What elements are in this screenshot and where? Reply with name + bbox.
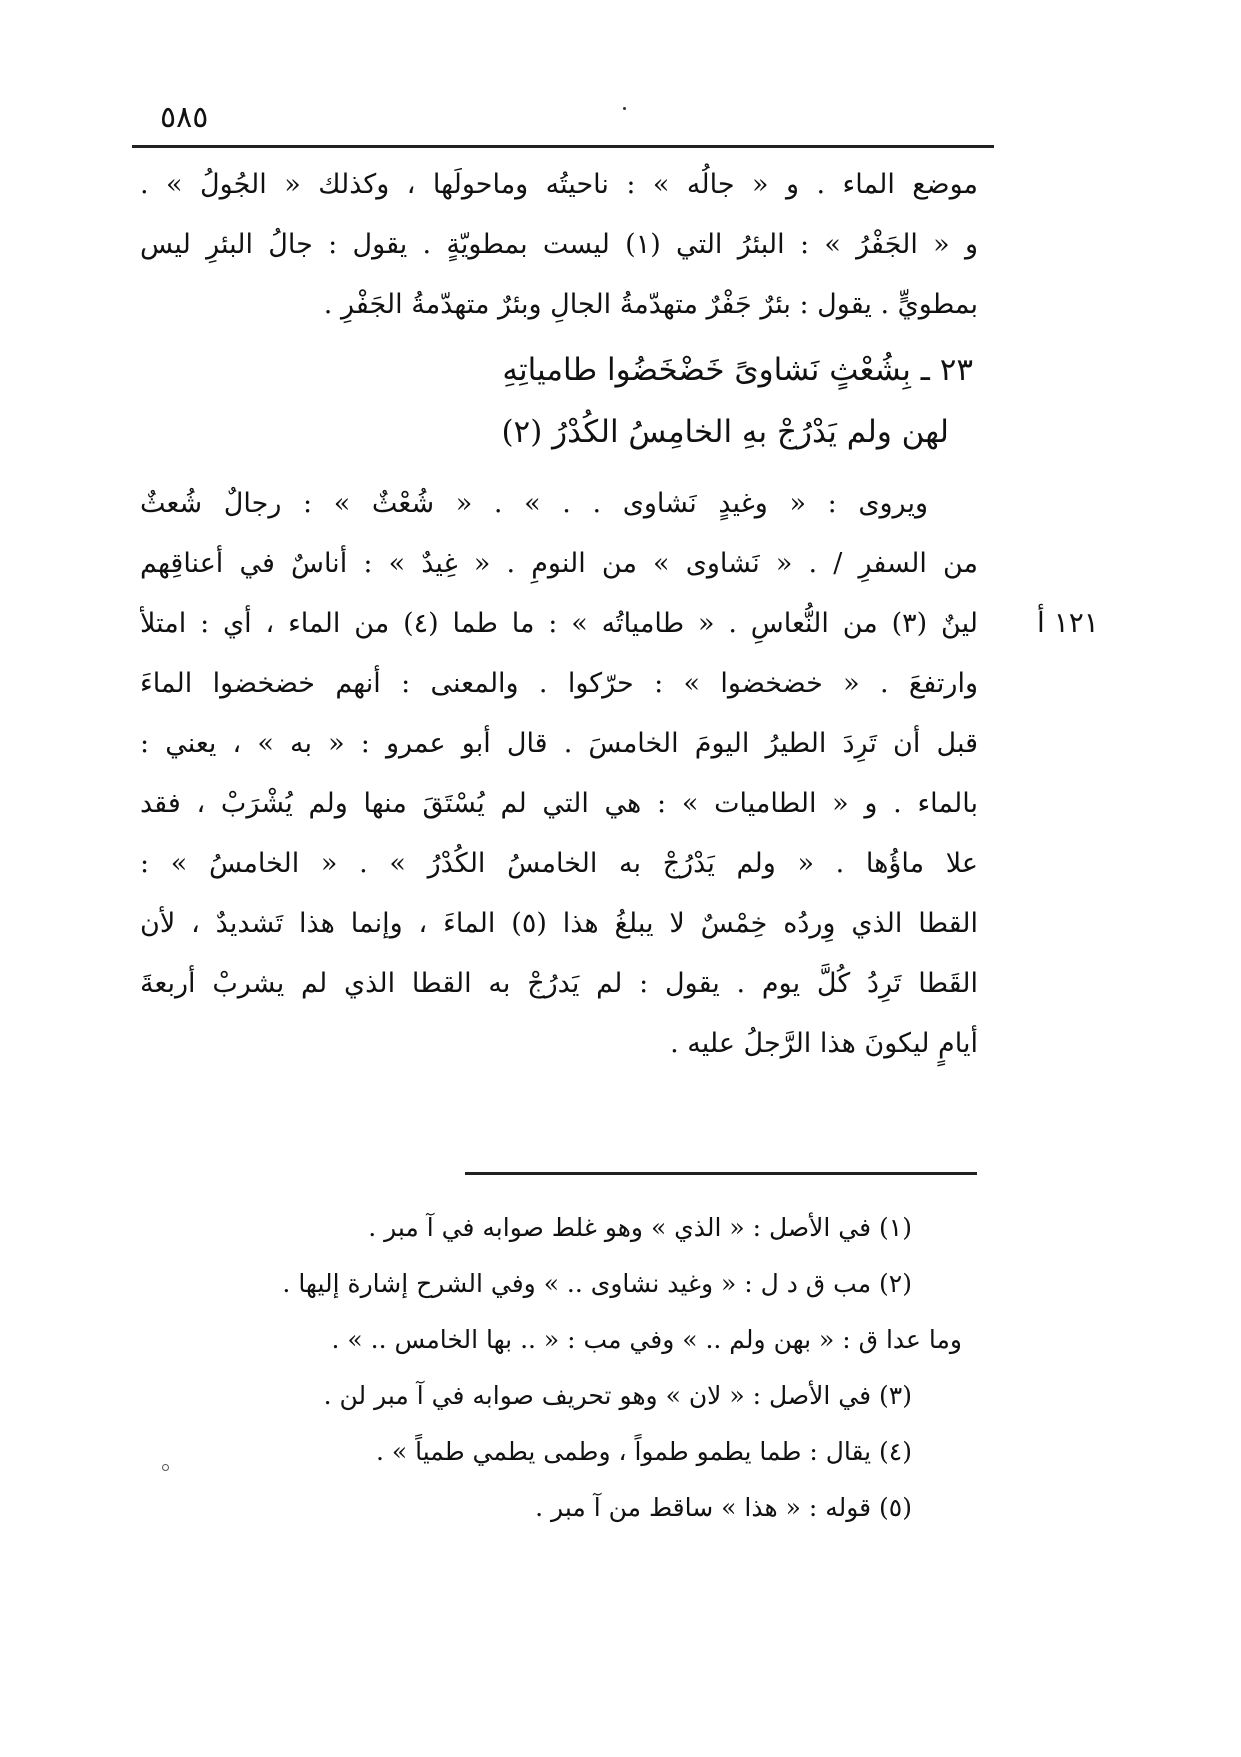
footnote: (١) في الأصل : « الذي » وهو غلط صوابه في آ مبر . — [368, 1213, 912, 1242]
footnote: (٣) في الأصل : « لان » وهو تحريف صوابه في آ مبر لن . — [323, 1381, 912, 1410]
commentary-line: ويروى : « وغيدٍ نَشاوى . . » . « شُعْثٌ » : رجالٌ شُعثٌ — [140, 488, 928, 519]
commentary-line: وارتفعَ . « خضخضوا » : حرّكوا . والمعنى : أنهم خضخضوا الماءَ — [140, 668, 978, 699]
commentary-line: بمطويٍّ . يقول : بئرٌ جَفْرٌ متهدّمةُ الجالِ وبئرٌ متهدّمةُ الجَفْرِ . — [323, 289, 978, 320]
commentary-line: القَطا تَرِدُ كُلَّ يوم . يقول : لم يَدرُجْ به القطا الذي لم يشربْ أربعةَ — [140, 968, 978, 999]
verse-hemistich-2: لهن ولم يَدْرُجْ بهِ الخامِسُ الكُدْرُ (٢) — [501, 414, 949, 450]
footnote-rule — [465, 1172, 977, 1175]
header-rule — [132, 145, 994, 148]
footnotes — [140, 1200, 962, 1536]
commentary-main — [140, 474, 978, 1074]
commentary-line: القطا الذي وِردُه خِمْسٌ لا يبلغُ هذا (٥) الماءَ ، وإنما هذا تَشديدٌ ، لأن — [140, 908, 978, 939]
footnote: (٥) قوله : « هذا » ساقط من آ مبر . — [535, 1493, 912, 1522]
commentary-line: بالماء . و « الطاميات » : هي التي لم يُسْتَقَ منها ولم يُشْرَبْ ، فقد — [140, 788, 978, 819]
commentary-line: من السفرِ / . « نَشاوى » من النومِ . « غِيدٌ » : أناسٌ في أعناقِهم — [140, 548, 978, 579]
manuscript-folio-marker: ١٢١ أ — [1037, 606, 1099, 639]
footnote: (٢) مب ق د ل : « وغيد نشاوى .. » وفي الشرح إشارة إليها . — [282, 1269, 912, 1298]
commentary-line: علا ماؤُها . « ولم يَدْرُجْ به الخامسُ الكُدْرُ » . « الخامسُ » : — [140, 848, 978, 879]
footnote: (٤) يقال : طما يطمو طمواً ، وطمى يطمي طمياً » . — [375, 1437, 912, 1466]
paper-speck — [162, 1464, 169, 1471]
page-number: ٥٨٥ — [160, 100, 209, 135]
commentary-line: أيامٍ ليكونَ هذا الرَّجلُ عليه . — [670, 1028, 978, 1059]
commentary-line: لينٌ (٣) من النُّعاسِ . « طامياتُه » : ما طما (٤) من الماء ، أي : امتلأ — [140, 608, 978, 639]
verse-hemistich-1: ٢٣ ـ بِشُعْثٍ نَشاوىً خَضْخَضُوا طامياتِهِ — [502, 352, 973, 388]
header-ink-dot — [623, 107, 626, 110]
commentary-top — [140, 155, 978, 335]
commentary-line: قبل أن تَرِدَ الطيرُ اليومَ الخامسَ . قال أبو عمرو : « به » ، يعني : — [140, 728, 978, 759]
commentary-line: و « الجَفْرُ » : البئرُ التي (١) ليست بمطويّةٍ . يقول : جالُ البئرِ ليس — [140, 229, 978, 260]
footnote-continuation: وما عدا ق : « بهن ولم .. » وفي مب : « .. بها الخامس .. » . — [331, 1325, 962, 1354]
commentary-line: موضع الماء . و « جالُه » : ناحيتُه وماحولَها ، وكذلك « الجُولُ » . — [140, 169, 978, 200]
